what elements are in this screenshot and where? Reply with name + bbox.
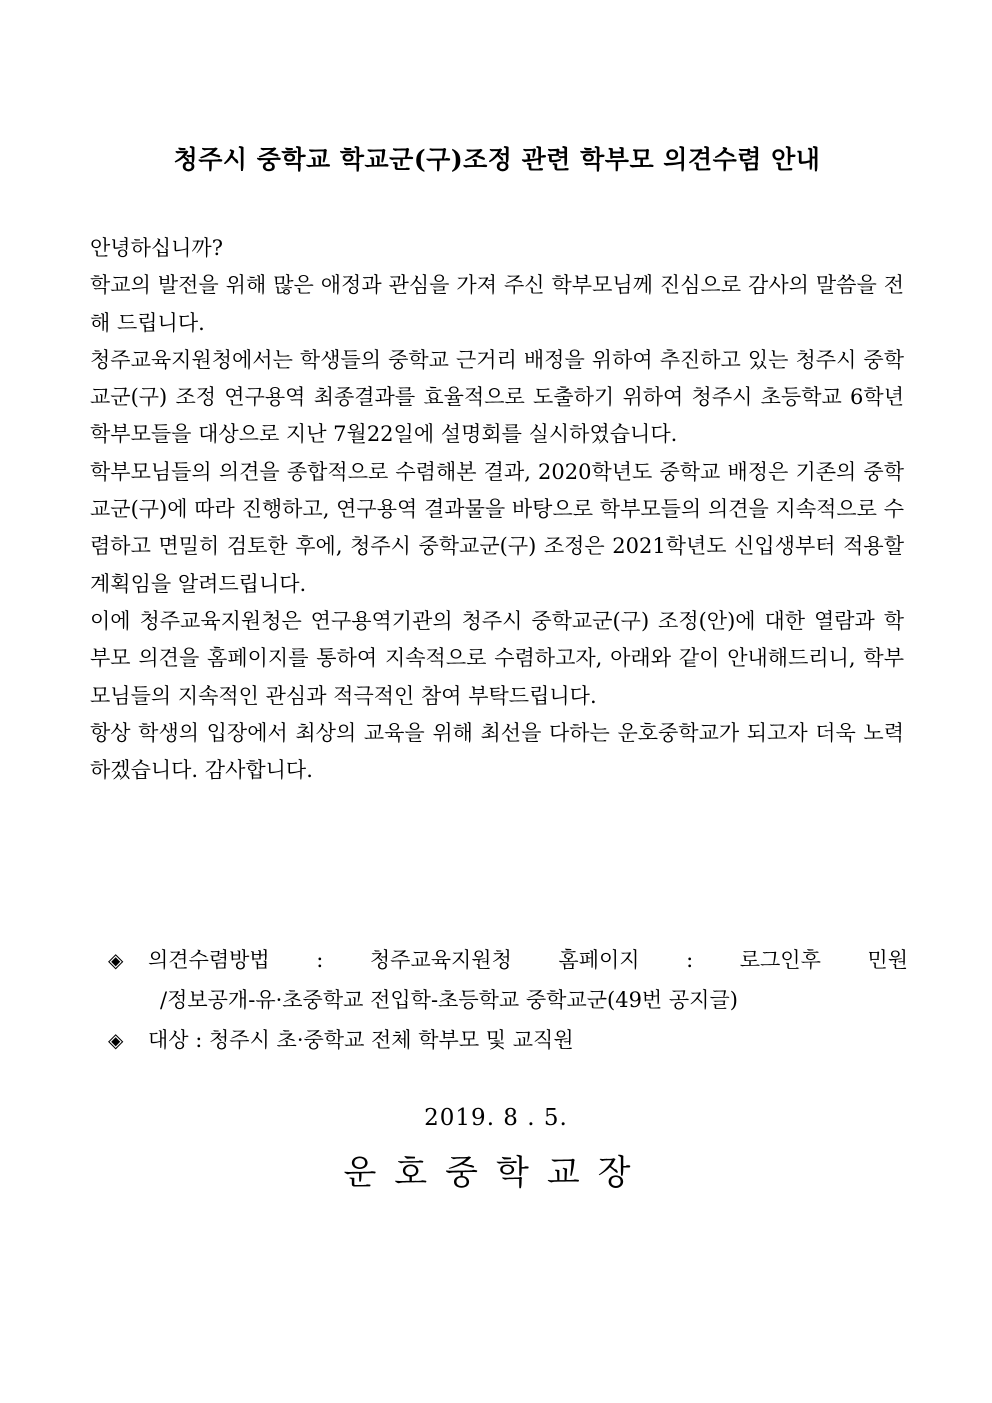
notice-body [90, 230, 904, 789]
request-paragraph: 이에 청주교육지원청은 연구용역기관의 청주시 중학교군(구) 조정(안)에 대한 열람과 학부모 의견을 홈페이지를 통하여 지속적으로 수렴하고자, 아래와 같이 안내해드리니, 학부모님들의 지속적인 관심과 적극적인 참여 부탁드립니다. [90, 608, 904, 708]
diamond-bullet-icon: ◈ [108, 948, 124, 972]
target-text: 대상 : 청주시 초·중학교 전체 학부모 및 교직원 [148, 1028, 574, 1052]
method-line-2: /정보공개-유·초중학교 전입학-초등학교 중학교군(49번 공지글) [160, 988, 738, 1012]
document-date: 2019. 8 . 5. [424, 1105, 568, 1131]
signature: 운호중학교장 [343, 1153, 649, 1193]
diamond-bullet-icon: ◈ [108, 1028, 124, 1052]
bullet-method [108, 940, 908, 1020]
method-text [148, 940, 908, 1020]
bullet-list [108, 940, 908, 1060]
thanks-paragraph: 학교의 발전을 위해 많은 애정과 관심을 가져 주신 학부모님께 진심으로 감사의 말씀을 전해 드립니다. [90, 273, 904, 335]
greeting-paragraph: 안녕하십니까? [90, 236, 223, 260]
document-title: 청주시 중학교 학교군(구)조정 관련 학부모 의견수렴 안내 [173, 145, 821, 174]
closing-paragraph: 항상 학생의 입장에서 최상의 교육을 위해 최선을 다하는 운호중학교가 되고자 더욱 노력하겠습니다. 감사합니다. [90, 720, 904, 783]
method-line-1: 의견수렴방법 : 청주교육지원청 홈페이지 : 로그인후 민원 [148, 948, 908, 972]
bullet-target [108, 1020, 908, 1060]
briefing-paragraph: 청주교육지원청에서는 학생들의 중학교 근거리 배정을 위하여 추진하고 있는 청주시 중학교군(구) 조정 연구용역 최종결과를 효율적으로 도출하기 위하여 청주시 초등학교 6학년 학부모들을 대상으로 지난 7월22일에 설명회를 실시하였습니다. [90, 347, 904, 447]
result-paragraph: 학부모님들의 의견을 종합적으로 수렴해본 결과, 2020학년도 중학교 배정은 기존의 중학교군(구)에 따라 진행하고, 연구용역 결과물을 바탕으로 학부모들의 의견을 지속적으로 수렴하고 면밀히 검토한 후에, 청주시 중학교군(구) 조정은 2021학년도 신입생부터 적용할 계획임을 알려드립니다. [90, 459, 904, 596]
